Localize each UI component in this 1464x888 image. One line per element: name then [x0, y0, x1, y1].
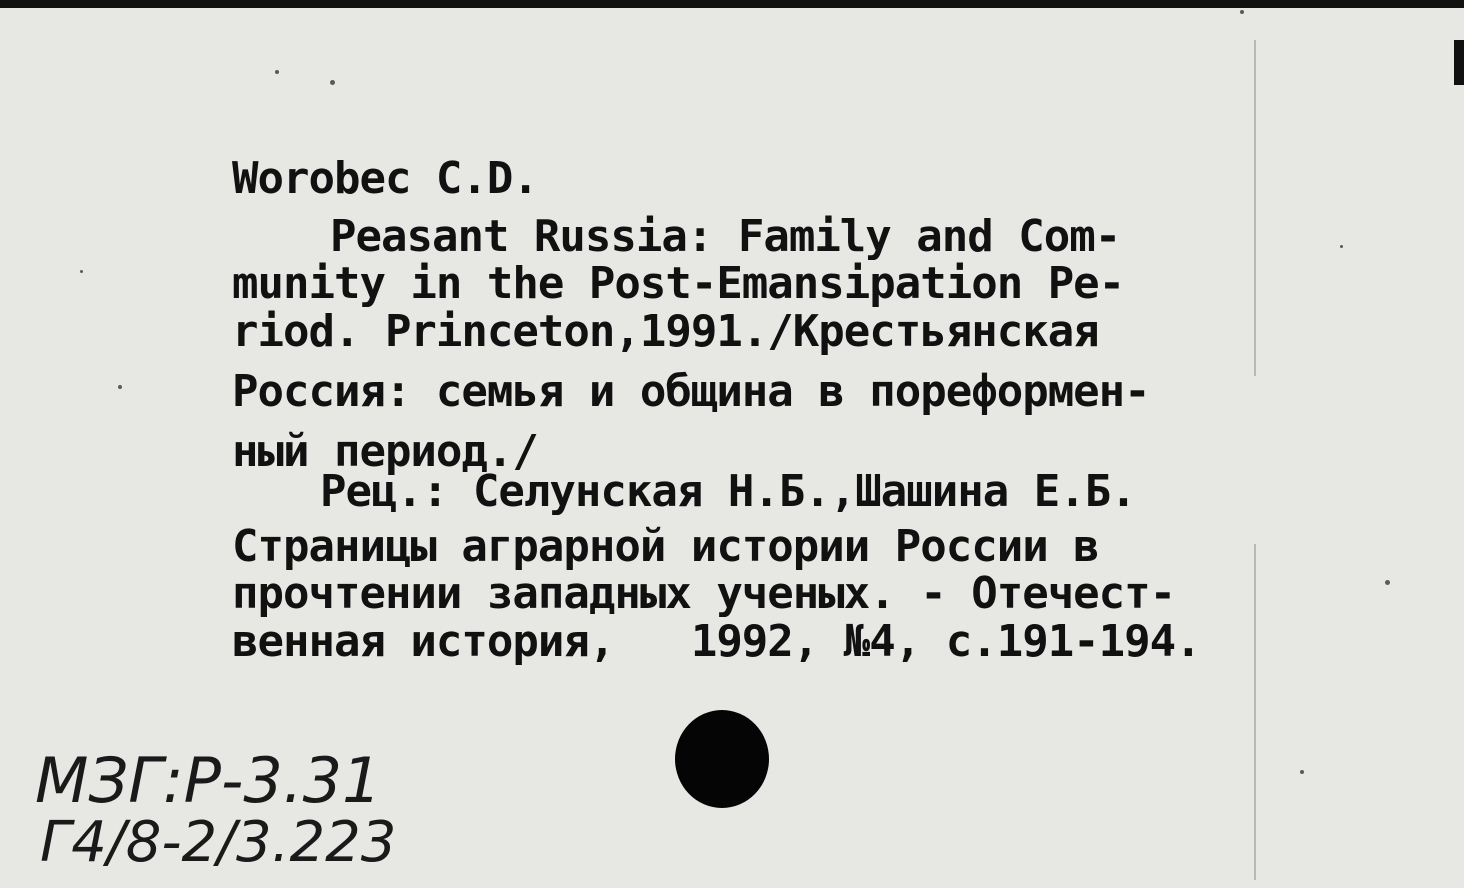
dust-speck: [275, 70, 279, 74]
author-line: Worobec C.D.: [232, 153, 538, 204]
card-line-8: прочтении западных ученых. - Отечест-: [232, 568, 1176, 619]
fold-line: [1254, 40, 1256, 880]
card-line-1: Peasant Russia: Family and Com-: [330, 211, 1121, 262]
dust-speck: [1340, 245, 1343, 248]
punch-hole: [675, 710, 769, 808]
dust-speck: [80, 270, 83, 273]
shelfmark-1: МЗГ:Р-3.31: [35, 744, 382, 817]
card-line-4: Россия: семья и община в пореформен-: [232, 366, 1150, 417]
dust-speck: [1385, 580, 1390, 585]
shelfmark-2: Г4/8-2/3.223: [40, 810, 397, 875]
card-top-edge: [0, 0, 1464, 8]
card-line-3: riod. Princeton,1991./Крестьянская: [232, 306, 1099, 357]
card-right-edge: [1454, 40, 1464, 85]
card-line-5: ный период./: [232, 426, 538, 477]
card-line-7: Страницы аграрной истории России в: [232, 521, 1099, 572]
dust-speck: [118, 385, 122, 389]
card-line-9: венная история, 1992, №4, с.191-194.: [232, 616, 1201, 667]
dust-speck: [1240, 10, 1244, 14]
card-line-2: munity in the Post-Emansipation Pe-: [232, 258, 1125, 309]
dust-speck: [1300, 770, 1304, 774]
card-line-6: Рец.: Селунская Н.Б.,Шашина Е.Б.: [320, 466, 1136, 517]
dust-speck: [330, 80, 335, 85]
